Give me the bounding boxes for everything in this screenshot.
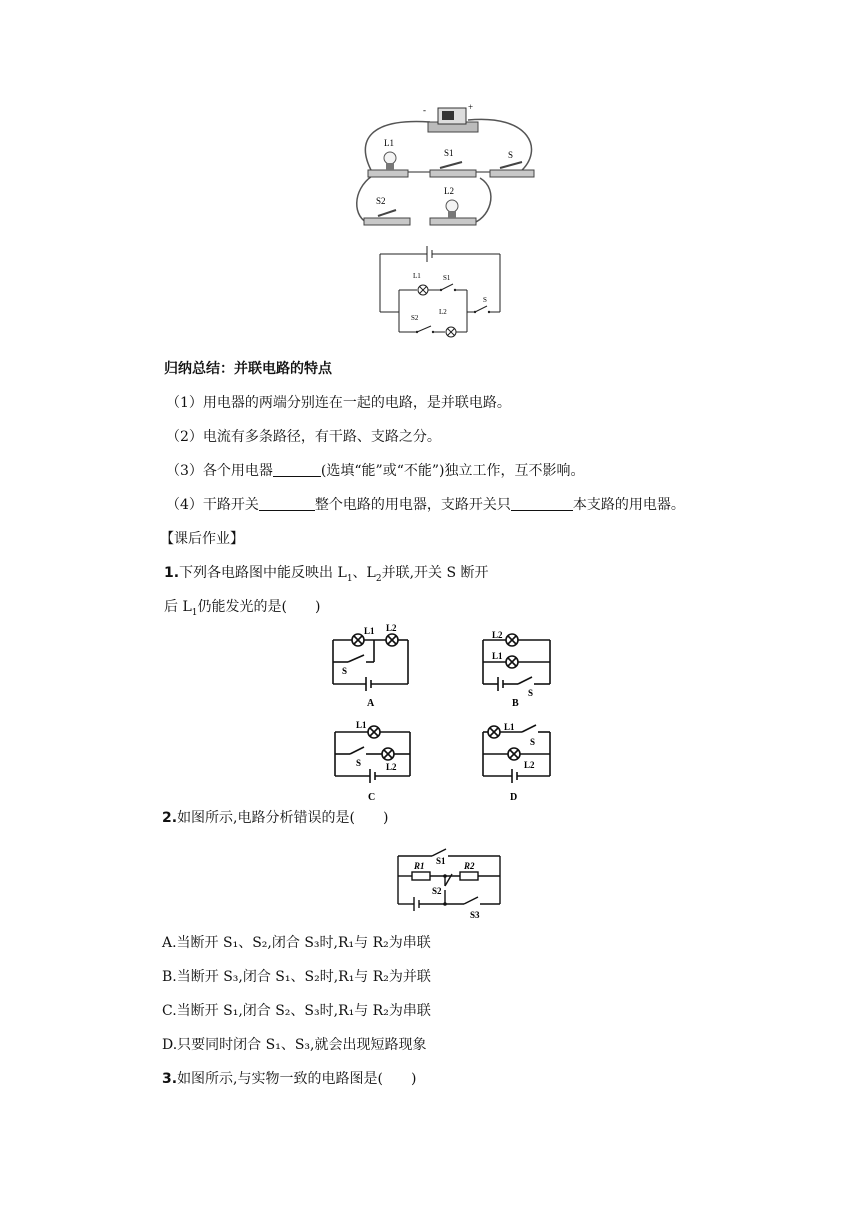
- q2-option-b[interactable]: B.当断开 S₃,闭合 S₁、S₂时,R₁与 R₂为并联: [162, 969, 431, 985]
- summary-p4-part2: 整个电路的用电器，支路开关只: [314, 497, 511, 513]
- photo-label-l1: L1: [384, 138, 394, 148]
- q1-text-c: 并联,开关 S 断开: [381, 565, 489, 581]
- summary-p3-before: （3）各个用电器: [166, 463, 273, 479]
- q1-line2: [164, 597, 320, 623]
- q2-label-s2: S2: [432, 886, 442, 896]
- q1-line1: [164, 563, 489, 589]
- answer-blank-4b[interactable]: [511, 496, 573, 511]
- summary-p3-after: (选填“能”或“不能”)独立工作，互不影响。: [320, 463, 585, 479]
- fig-c-l1: L1: [356, 720, 367, 730]
- fig-c-l2: L2: [386, 762, 397, 772]
- q1-figure-b: [478, 622, 568, 710]
- fig-a-label: A: [367, 698, 375, 709]
- q1-sub-1: 1: [346, 573, 353, 584]
- q3-number: 3.: [162, 1071, 178, 1087]
- photo-label-s1: S1: [444, 148, 454, 158]
- summary-heading: 归纳总结：并联电路的特点: [164, 361, 332, 377]
- q2-option-c[interactable]: C.当断开 S₁,闭合 S₂、S₃时,R₁与 R₂为串联: [162, 1003, 431, 1019]
- fig-b-l1: L1: [492, 651, 503, 661]
- fig-b-label: B: [512, 698, 519, 709]
- q1-sub-2: 2: [375, 573, 382, 584]
- schem-label-l1: L1: [413, 272, 421, 280]
- q1-text-a: 下列各电路图中能反映出 L: [179, 565, 347, 581]
- fig-c-label: C: [368, 792, 376, 803]
- physical-circuit-photo: [350, 100, 545, 232]
- photo-label-s: S: [508, 150, 514, 160]
- q1-text-d: 后 L: [164, 599, 192, 615]
- parallel-schematic: [375, 240, 505, 340]
- fig-a-s: S: [342, 666, 348, 676]
- q2-option-a[interactable]: A.当断开 S₁、S₂,闭合 S₃时,R₁与 R₂为串联: [162, 935, 431, 951]
- schem-label-l2: L2: [439, 308, 447, 316]
- summary-p4-part3: 本支路的用电器。: [572, 497, 685, 513]
- fig-d-label: D: [510, 792, 518, 803]
- battery-plus-label: +: [468, 102, 474, 112]
- q2-number: 2.: [162, 810, 178, 826]
- fig-b-s: S: [528, 688, 534, 698]
- q3-stem: [162, 1069, 416, 1089]
- q1-number: 1.: [164, 565, 180, 581]
- summary-p4-part1: （4）干路开关: [166, 497, 259, 513]
- q1-sub-1b: 1: [191, 607, 198, 618]
- q2-option-d[interactable]: D.只要同时闭合 S₁、S₃,就会出现短路现象: [162, 1037, 427, 1053]
- q2-label-s1: S1: [436, 856, 446, 866]
- q2-label-s3: S3: [470, 910, 480, 920]
- fig-b-l2: L2: [492, 630, 503, 640]
- q1-figure-c: [330, 718, 420, 806]
- battery-minus-label: -: [423, 105, 426, 115]
- fig-a-l2: L2: [386, 623, 397, 633]
- q2-text: 如图所示,电路分析错误的是( ): [177, 810, 389, 826]
- schem-label-s2: S2: [411, 314, 419, 322]
- q2-circuit-figure: [392, 842, 508, 922]
- q1-text-b: 、L: [352, 565, 376, 581]
- fig-c-s: S: [356, 758, 362, 768]
- summary-point-1: （1）用电器的两端分别连在一起的电路，是并联电路。: [166, 395, 511, 411]
- homework-heading: 【课后作业】: [160, 531, 244, 547]
- q1-figure-d: [478, 718, 568, 806]
- fig-a-l1: L1: [364, 626, 375, 636]
- fig-d-l1: L1: [504, 722, 515, 732]
- q2-label-r2: R2: [464, 861, 475, 871]
- summary-point-2: （2）电流有多条路径，有干路、支路之分。: [166, 429, 441, 445]
- schem-label-s: S: [483, 296, 487, 304]
- schem-label-s1: S1: [443, 274, 451, 282]
- q3-text: 如图所示,与实物一致的电路图是( ): [177, 1071, 417, 1087]
- photo-label-s2: S2: [376, 196, 386, 206]
- q2-label-r1: R1: [414, 861, 425, 871]
- answer-blank-4a[interactable]: [259, 496, 315, 511]
- fig-d-l2: L2: [524, 760, 535, 770]
- fig-d-s: S: [530, 737, 536, 747]
- summary-point-3: [166, 461, 584, 481]
- q1-text-e: 仍能发光的是( ): [197, 599, 321, 615]
- q1-figure-a: [328, 622, 418, 710]
- answer-blank-3[interactable]: [273, 462, 321, 477]
- photo-label-l2: L2: [444, 186, 454, 196]
- summary-point-4: [166, 495, 685, 515]
- q2-stem: [162, 808, 388, 828]
